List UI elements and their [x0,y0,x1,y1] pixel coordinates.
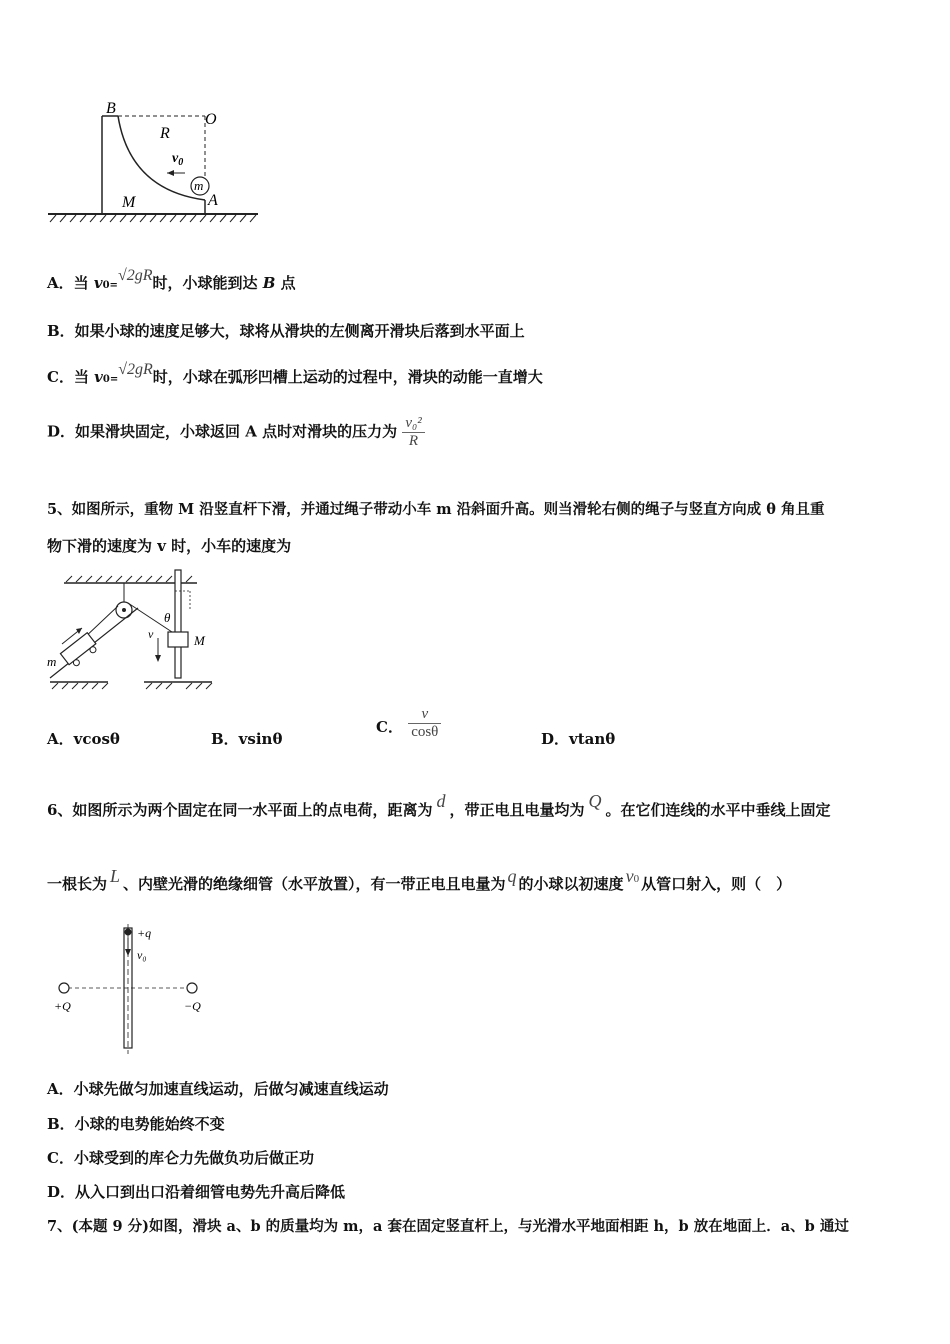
q6-option-d: D．从入口到出口沿着细管电势先升高后降低 [47,1183,346,1201]
q6-option-a: A．小球先做匀加速直线运动，后做匀减速直线运动 [47,1080,389,1098]
q5-option-d: D．vtanθ [541,730,616,748]
q5-option-c: C． $\frac{v}{\cos\theta}$ [376,706,441,741]
q5-stem-line2: 物下滑的速度为 v 时，小车的速度为 [47,537,292,555]
q4-option-c: C．当 v0=√2gR时，小球在弧形凹槽上运动的过程中，滑块的动能一直增大 [47,361,543,386]
fig6-label-v0: v₀ [137,948,147,962]
figure-charges-tube [50,922,215,1057]
fig5-label-v: v [148,627,154,641]
fig1-label-R: R [160,125,170,142]
fig6-label-minusQ: −Q [184,999,201,1013]
q5-c-fraction: $\frac{v}{\cos\theta}$ [408,706,441,741]
fig1-label-v0: $v_0$ [172,151,184,168]
q4-option-a: A．当 v0=√2gR时，小球能到达 B 点 [47,267,296,292]
q4-d-fraction: $\frac{\text{v₀²}}{R}$ [402,415,424,450]
fig5-label-theta: θ [164,610,171,625]
fig1-label-B: B [106,100,116,117]
q6-stem-line1: 6、如图所示为两个固定在同一水平面上的点电荷，距离为 d ，带正电且电量均为 Q 。在它们连线的水平中垂线上固定 [47,791,831,819]
fig6-label-plus-q: +q [137,926,152,940]
figure-slider-groove [40,92,265,227]
q6-option-c: C．小球受到的库仑力先做负功后做正功 [47,1149,314,1167]
q5-option-b: B．vsinθ [211,730,283,748]
fig1-label-A: A [208,192,218,209]
q6-option-b: B．小球的电势能始终不变 [47,1115,225,1133]
figure-pulley-incline [42,566,217,691]
q5-option-a: A．vcosθ [47,730,120,748]
fig1-label-m: m [194,178,204,193]
fig5-label-m: m [47,654,57,669]
fig6-label-plusQ: +Q [54,999,71,1013]
q5-stem-line1: 5、如图所示，重物 M 沿竖直杆下滑，并通过绳子带动小车 m 沿斜面升高。则当滑轮右侧的绳子与竖直方向成 θ 角且重 [47,501,825,518]
q4-option-d: D．如果滑块固定，小球返回 A 点时对滑块的压力为 $\frac{\text{v₀²}}{R}$ [47,415,425,450]
q6-stem-line2: 一根长为 L 、内壁光滑的绝缘细管（水平放置），有一带正电且电量为 q 的小球以初速度 v0 从管口射入，则（ ） [47,866,792,893]
fig1-label-O: O [205,111,217,128]
fig5-label-M: M [194,633,205,648]
fig1-label-M: M [122,194,136,211]
q4-option-b: B．如果小球的速度足够大，球将从滑块的左侧离开滑块后落到水平面上 [47,322,525,340]
q7-stem-line1: 7、(本题 9 分)如图，滑块 a、b 的质量均为 m，a 套在固定竖直杆上，与光滑水平地面相距 h，b 放在地面上．a、b 通过 [47,1218,849,1235]
